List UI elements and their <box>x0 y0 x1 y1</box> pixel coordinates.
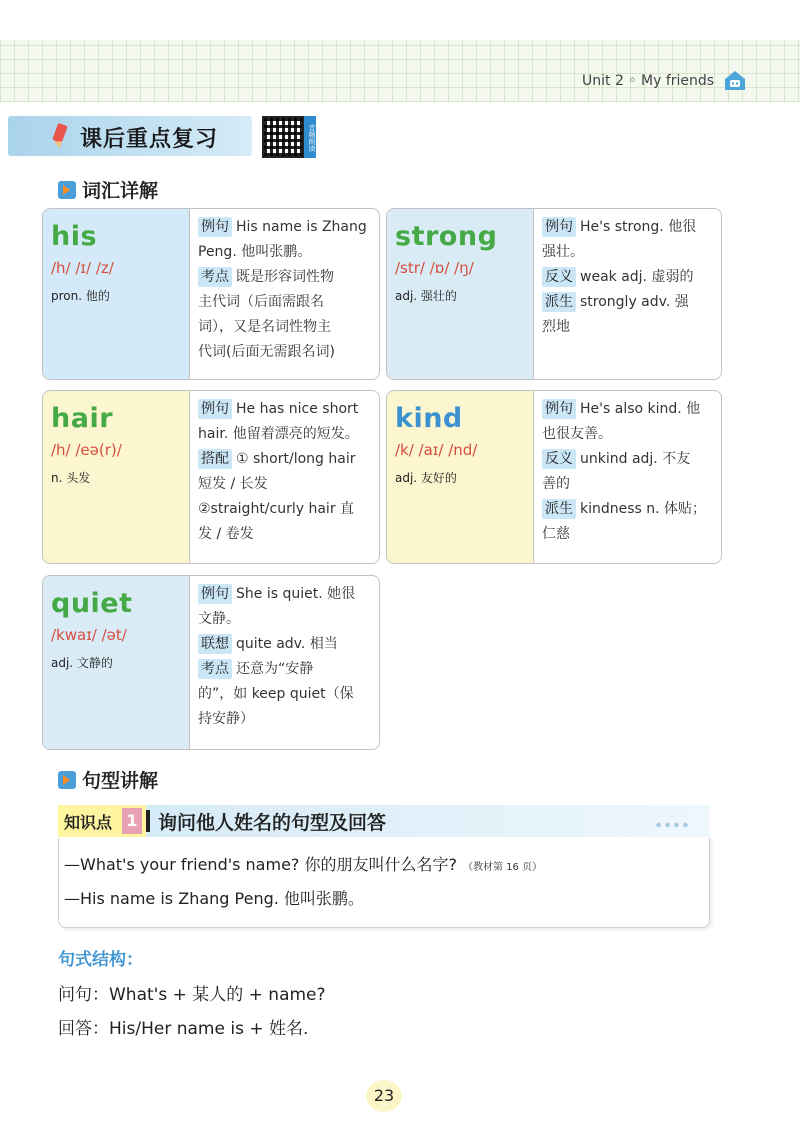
note-line <box>542 240 713 265</box>
word-card-notes <box>533 209 721 379</box>
note-line <box>542 422 713 447</box>
note-line <box>198 632 371 657</box>
note-tag: 例句 <box>198 217 232 237</box>
note-text: 烈地 <box>542 319 570 335</box>
note-line <box>198 315 371 340</box>
note-text: He's also kind. 他 <box>580 401 701 417</box>
note-line <box>542 522 713 547</box>
note-text: 善的 <box>542 476 570 492</box>
word-card-head <box>387 391 533 563</box>
part-of-speech: adj. 强壮的 <box>395 289 457 303</box>
knowledge-point-number: 1 <box>122 808 142 834</box>
note-text: 还意为“安静 <box>236 661 314 677</box>
note-text: ① short/long hair <box>236 451 356 467</box>
word-card-head <box>43 576 189 749</box>
note-line <box>542 215 713 240</box>
note-text: His name is Zhang <box>236 219 367 235</box>
example-question <box>64 852 542 875</box>
note-text: Peng. 他叫张鹏。 <box>198 244 312 260</box>
note-line <box>542 497 713 522</box>
note-line <box>198 682 371 707</box>
knowledge-point-title: 询问他人姓名的句型及回答 <box>158 812 387 834</box>
part-of-speech: adj. 友好的 <box>395 471 457 485</box>
unit-label: Unit 2 ◦ My friends <box>582 73 715 89</box>
note-line <box>198 522 371 547</box>
word-card-notes <box>533 391 721 563</box>
note-text: 强壮。 <box>542 244 584 260</box>
note-line <box>542 315 713 340</box>
note-text: 词），又是名词性物主 <box>198 319 331 335</box>
note-line <box>542 397 713 422</box>
word-card-his <box>42 208 380 380</box>
vocab-section-title: 词汇详解 <box>82 180 159 202</box>
note-line <box>542 290 713 315</box>
note-tag: 考点 <box>198 267 232 287</box>
word-card-head <box>43 209 189 379</box>
phonetic-text: /h/ /ɪ/ /z/ <box>51 259 114 277</box>
note-text: 的”，如 keep quiet（保 <box>198 686 354 702</box>
note-tag: 搭配 <box>198 449 232 469</box>
phonetic-text: /str/ /ɒ/ /ŋ/ <box>395 259 474 277</box>
pencil-icon <box>46 122 74 150</box>
structure-title: 句式结构： <box>58 950 143 970</box>
note-text: He's strong. 他很 <box>580 219 697 235</box>
word-card-notes <box>189 209 379 379</box>
note-text: 发 / 卷发 <box>198 526 254 542</box>
note-line <box>198 657 371 682</box>
note-text: 短发 / 长发 <box>198 476 268 492</box>
qr-audio-tag: 音频朗读 <box>304 116 316 158</box>
knowledge-point-divider <box>146 810 150 832</box>
note-text: strongly adv. 强 <box>580 294 689 310</box>
note-line <box>198 265 371 290</box>
review-title: 课后重点复习 <box>80 127 219 152</box>
note-text: kindness n. 体贴； <box>580 501 707 517</box>
note-line <box>198 447 371 472</box>
note-text: 仁慈 <box>542 526 570 542</box>
structure-question: 问句：What's + 某人的 + name? <box>58 985 326 1005</box>
note-text: 主代词（后面需跟名 <box>198 294 324 310</box>
note-text: ②straight/curly hair 直 <box>198 501 355 517</box>
phonetic-text: /h/ /eə(r)/ <box>51 441 122 459</box>
note-line <box>198 290 371 315</box>
qr-code[interactable] <box>262 116 304 158</box>
note-text: 文静。 <box>198 611 240 627</box>
note-line <box>198 240 371 265</box>
word-card-head <box>387 209 533 379</box>
phonetic-text: /kwaɪ/ /ət/ <box>51 626 127 644</box>
note-text: She is quiet. 她很 <box>236 586 356 602</box>
phonetic-text: /k/ /aɪ/ /nd/ <box>395 441 478 459</box>
note-line <box>542 472 713 497</box>
word-card-head <box>43 391 189 563</box>
word-text: kind <box>395 403 463 434</box>
sentence-section-head <box>58 766 158 793</box>
note-tag: 派生 <box>542 292 576 312</box>
note-tag: 考点 <box>198 659 232 679</box>
word-card-kind <box>386 390 722 564</box>
part-of-speech: pron. 他的 <box>51 289 110 303</box>
word-card-quiet <box>42 575 380 750</box>
decorative-dots <box>654 821 688 829</box>
note-text: 既是形容词性物 <box>236 269 334 285</box>
note-tag: 例句 <box>542 399 576 419</box>
example-answer: —His name is Zhang Peng. 他叫张鹏。 <box>64 889 364 908</box>
word-text: hair <box>51 403 114 434</box>
note-tag: 反义 <box>542 267 576 287</box>
word-card-hair <box>42 390 380 564</box>
note-tag: 例句 <box>198 399 232 419</box>
word-text: quiet <box>51 588 133 619</box>
note-text: unkind adj. 不友 <box>580 451 691 467</box>
note-text: He has nice short <box>236 401 359 417</box>
structure-answer: 回答：His/Her name is + 姓名. <box>58 1019 309 1039</box>
note-line <box>198 397 371 422</box>
word-card-notes <box>189 576 379 749</box>
word-card-strong <box>386 208 722 380</box>
page-number: 23 <box>366 1080 402 1112</box>
vocab-section-head <box>58 176 158 203</box>
note-text: weak adj. 虚弱的 <box>580 269 694 285</box>
note-line <box>198 472 371 497</box>
arrow-icon <box>58 181 76 199</box>
note-tag: 反义 <box>542 449 576 469</box>
arrow-icon <box>58 771 76 789</box>
part-of-speech: n. 头发 <box>51 471 91 485</box>
note-line <box>198 707 371 732</box>
house-icon <box>722 68 748 92</box>
note-line <box>542 447 713 472</box>
word-text: strong <box>395 221 498 252</box>
sentence-section-title: 句型讲解 <box>82 770 159 792</box>
note-text: hair. 他留着漂亮的短发。 <box>198 426 359 442</box>
note-line <box>198 340 371 365</box>
knowledge-point-label: 知识点 <box>58 805 146 837</box>
word-text: his <box>51 221 98 252</box>
note-line <box>198 497 371 522</box>
header-grid-band <box>0 40 800 102</box>
note-tag: 联想 <box>198 634 232 654</box>
note-tag: 派生 <box>542 499 576 519</box>
note-line <box>542 265 713 290</box>
example-question-text: —What's your friend's name? 你的朋友叫什么名字? <box>64 855 457 874</box>
textbook-page-note: （教材第 16 页） <box>463 862 543 873</box>
note-text: 持安静） <box>198 711 254 727</box>
note-text: 也很友善。 <box>542 426 612 442</box>
note-line <box>198 582 371 607</box>
note-tag: 例句 <box>198 584 232 604</box>
word-card-notes <box>189 391 379 563</box>
note-text: quite adv. 相当 <box>236 636 338 652</box>
note-line <box>198 215 371 240</box>
note-tag: 例句 <box>542 217 576 237</box>
note-text: 代词(后面无需跟名词) <box>198 344 335 360</box>
part-of-speech: adj. 文静的 <box>51 656 113 670</box>
note-line <box>198 422 371 447</box>
note-line <box>198 607 371 632</box>
